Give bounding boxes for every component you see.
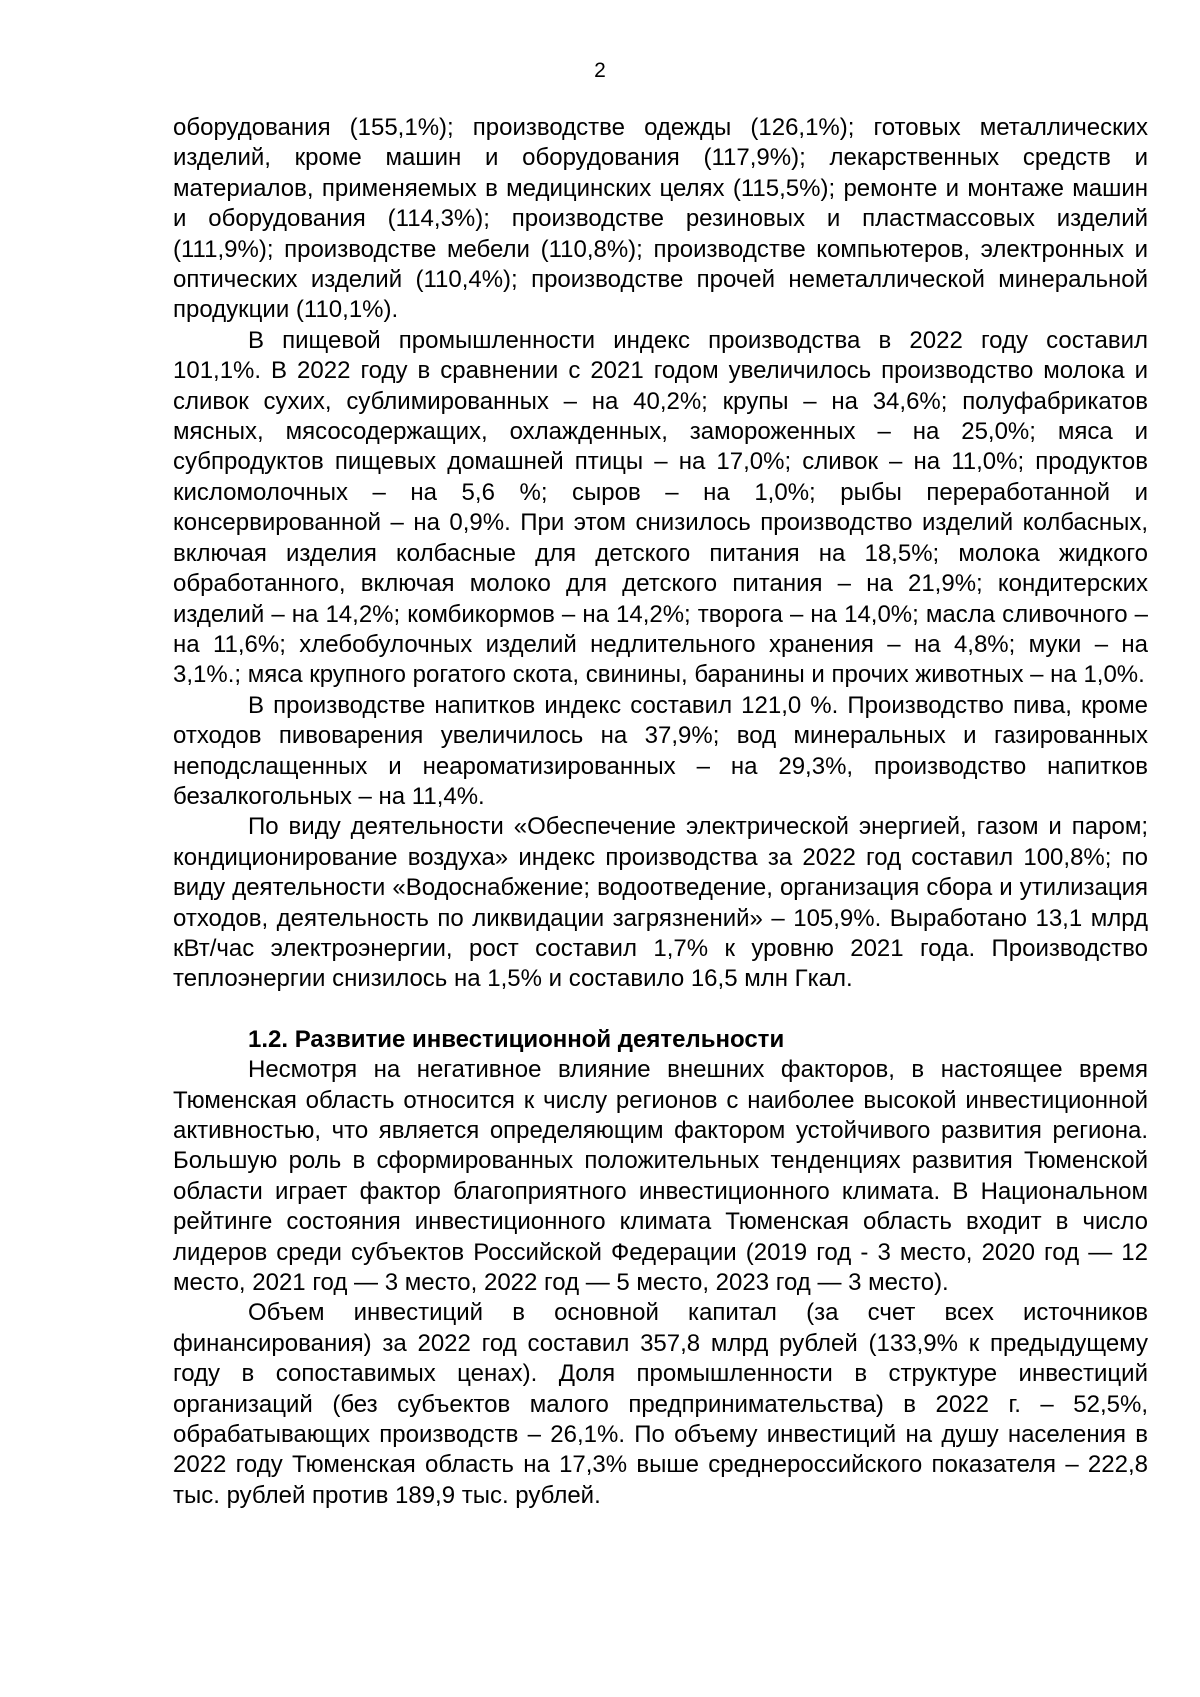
page-number: 2 xyxy=(594,59,606,82)
document-body xyxy=(173,113,1148,1511)
paragraph-beverages: В производстве напитков индекс составил 121,0 %. Производство пива, кроме отходов пивоварения увеличилось на 37,9%; вод минеральных и газированных неподслащенных и неароматизированных – на 29,3%, производство напитков безалкогольных – на 11,4%. xyxy=(173,691,1148,810)
paragraph-investment-climate: Несмотря на негативное влияние внешних факторов, в настоящее время Тюменская область относится к числу регионов с наиболее высокой инвестиционной активностью, что является определяющим фактором устойчивого развития региона. Большую роль в сформированных положительных тенденциях развития Тюменской области играет фактор благоприятного инвестиционного климата. В Национальном рейтинге состояния инвестиционного климата Тюменская область входит в число лидеров среди субъектов Российской Федерации (2019 год - 3 место, 2020 год — 12 место, 2021 год — 3 место, 2022 год — 5 место, 2023 год — 3 место). xyxy=(173,1056,1148,1297)
paragraph-manufacturing-continuation: оборудования (155,1%); производстве одежды (126,1%); готовых металлических изделий, кроме машин и оборудования (117,9%); лекарственных средств и материалов, применяемых в медицинских целях (115,5%); ремонте и монтаже машин и оборудования (114,3%); производстве резиновых и пластмассовых изделий (111,9%); производстве мебели (110,8%); производстве компьютеров, электронных и оптических изделий (110,4%); производстве прочей неметаллической минеральной продукции (110,1%). xyxy=(173,114,1148,324)
paragraph-energy: По виду деятельности «Обеспечение электрической энергией, газом и паром; кондиционирование воздуха» индекс производства за 2022 год составил 100,8%; по виду деятельности «Водоснабжение; водоотведение, организация сбора и утилизация отходов, деятельность по ликвидации загрязнений» – 105,9%. Выработано 13,1 млрд кВт/час электроэнергии, рост составил 1,7% к уровню 2021 года. Производство теплоэнергии снизилось на 1,5% и составило 16,5 млн Гкал. xyxy=(173,813,1148,993)
section-heading: 1.2. Развитие инвестиционной деятельности xyxy=(248,1025,785,1053)
paragraph-investment-volume: Объем инвестиций в основной капитал (за счет всех источников финансирования) за 2022 год составил 357,8 млрд рублей (133,9% к предыдущему году в сопоставимых ценах). Доля промышленности в структуре инвестиций организаций (без субъектов малого предпринимательства) в 2022 г. – 52,5%, обрабатывающих производств – 26,1%. По объему инвестиций на душу населения в 2022 году Тюменская область на 17,3% выше среднероссийского показателя – 222,8 тыс. рублей против 189,9 тыс. рублей. xyxy=(173,1299,1148,1509)
paragraph-food-industry: В пищевой промышленности индекс производства в 2022 году составил 101,1%. В 2022 году в сравнении с 2021 годом увеличилось производство молока и сливок сухих, сублимированных – на 40,2%; крупы – на 34,6%; полуфабрикатов мясных, мясосодержащих, охлажденных, замороженных – на 25,0%; мяса и субпродуктов пищевых домашней птицы – на 17,0%; сливок – на 11,0%; продуктов кисломолочных – на 5,6 %; сыров – на 1,0%; рыбы переработанной и консервированной – на 0,9%. При этом снизилось производство изделий колбасных, включая изделия колбасные для детского питания на 18,5%; молока жидкого обработанного, включая молоко для детского питания – на 21,9%; кондитерских изделий – на 14,2%; комбикормов – на 14,2%; творога – на 14,0%; масла сливочного – на 11,6%; хлебобулочных изделий недлительного хранения – на 4,8%; муки – на 3,1%.; мяса крупного рогатого скота, свинины, баранины и прочих животных – на 1,0%. xyxy=(173,326,1148,689)
